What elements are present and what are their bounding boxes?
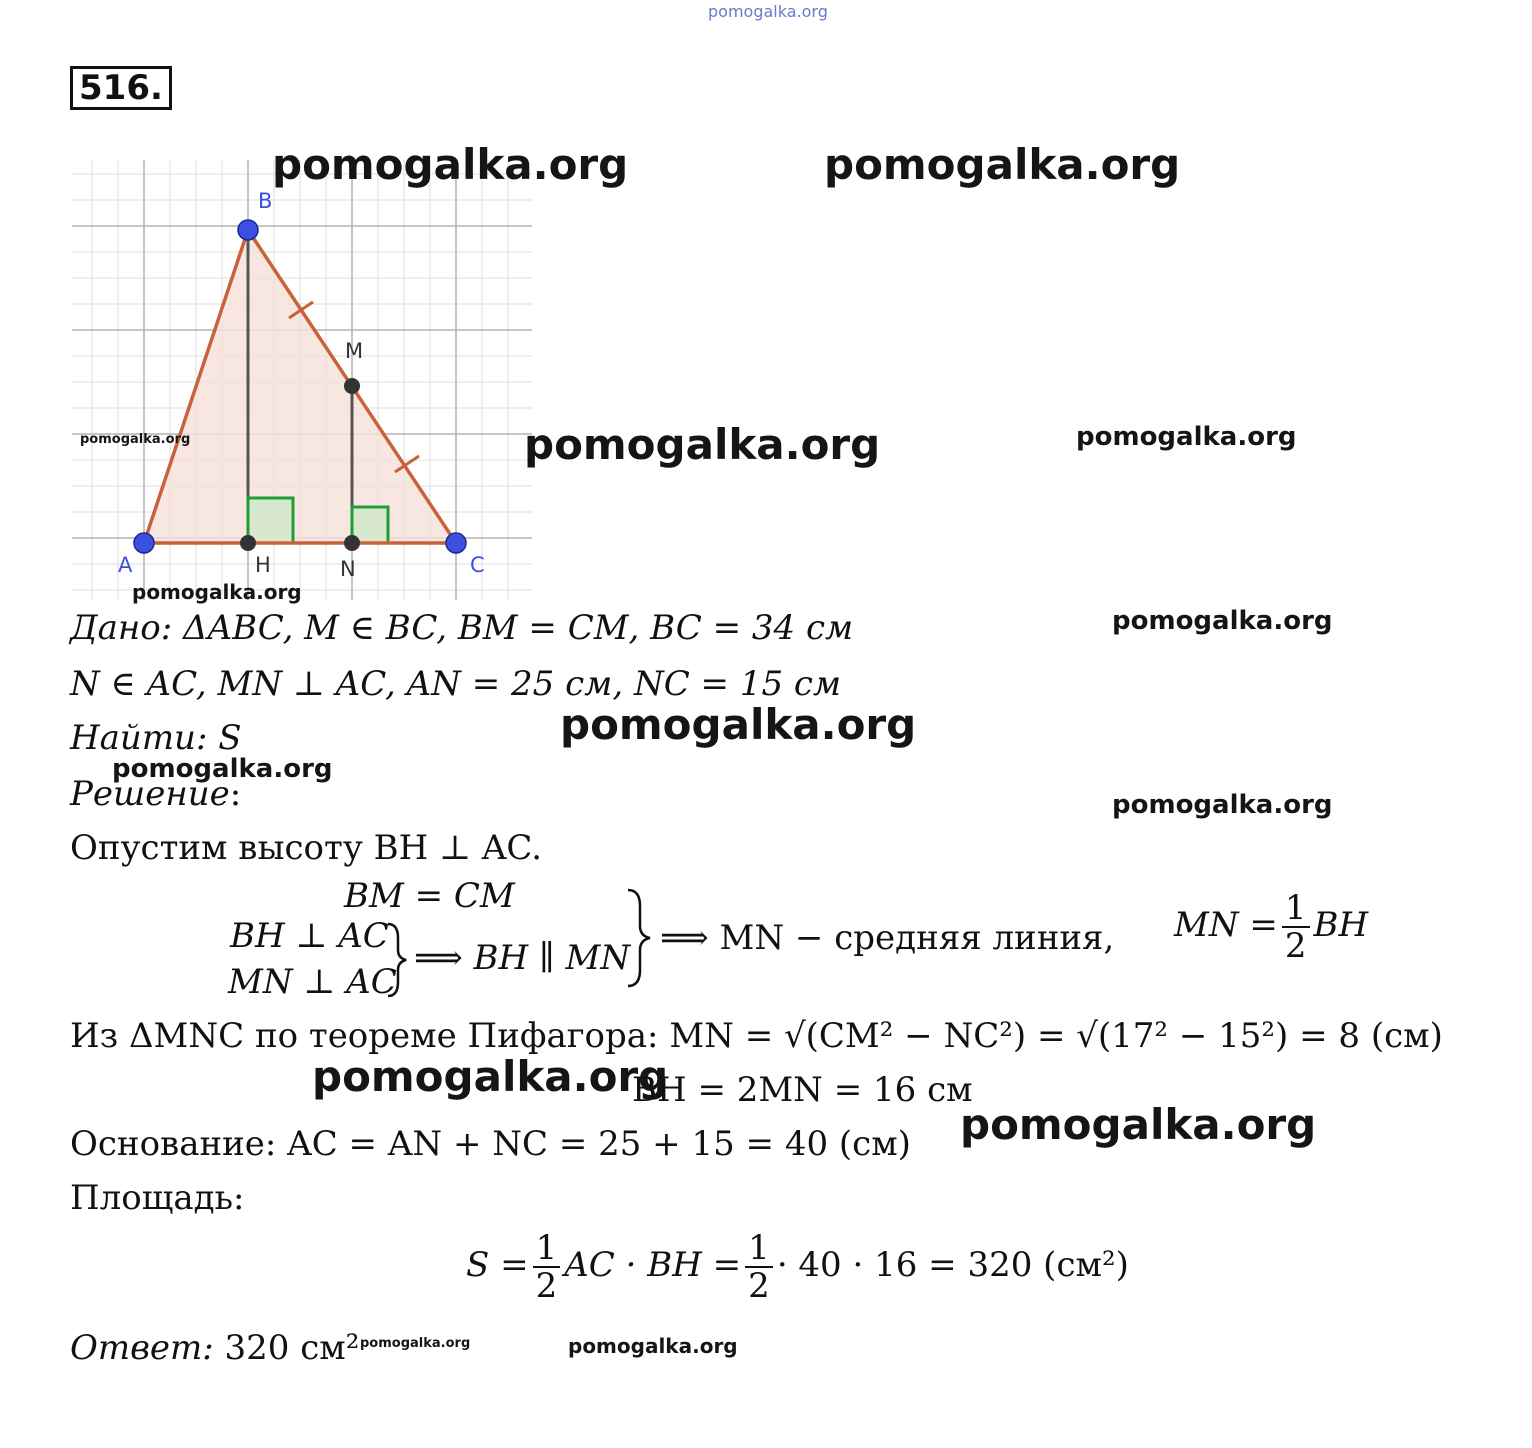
problem-number: 516.	[70, 66, 172, 110]
area-frac1-num: 1	[533, 1230, 561, 1268]
area-label: Площадь:	[70, 1178, 245, 1218]
half-denominator: 2	[1284, 926, 1307, 966]
label-N: N	[340, 557, 356, 581]
area-frac2-den: 2	[748, 1266, 770, 1306]
area-mid: AC · BH =	[564, 1245, 742, 1285]
point-N	[344, 535, 360, 551]
area-fraction-1	[533, 1230, 561, 1304]
answer-label: Ответ:	[70, 1328, 214, 1368]
watermark: pomogalka.org	[132, 580, 302, 604]
solution-label: Решение	[70, 774, 230, 814]
mn-equation	[1174, 890, 1368, 964]
area-formula	[466, 1230, 1129, 1304]
watermark-top: pomogalka.org	[708, 2, 828, 21]
area-s: S =	[466, 1245, 529, 1285]
watermark: pomogalka.org	[824, 140, 1181, 189]
watermark: pomogalka.org	[80, 432, 191, 447]
half-fraction	[1282, 890, 1310, 964]
watermark: pomogalka.org	[112, 754, 333, 784]
watermark: pomogalka.org	[1112, 606, 1333, 636]
answer-line	[70, 1328, 359, 1368]
watermark: pomogalka.org	[960, 1100, 1317, 1149]
label-M: M	[345, 339, 364, 363]
area-end: · 40 · 16 = 320 (см²)	[776, 1245, 1129, 1285]
triangle-figure	[72, 160, 532, 600]
watermark: pomogalka.org	[524, 420, 881, 469]
bh-line: BH = 2MN = 16 см	[632, 1070, 973, 1110]
answer-value: 320 см²	[224, 1328, 360, 1368]
vertex-A	[134, 533, 154, 553]
half-numerator: 1	[1282, 890, 1310, 928]
system-a: BH ⊥ AC	[230, 916, 389, 956]
mn-rhs: BH	[1313, 905, 1369, 945]
watermark: pomogalka.org	[1112, 790, 1333, 820]
watermark: pomogalka.org	[272, 140, 629, 189]
find-label: Найти	[70, 718, 196, 758]
base-line: Основание: AC = AN + NC = 25 + 15 = 40 (см)	[70, 1124, 911, 1164]
solution-step-1: Опустим высоту BH ⊥ AC.	[70, 828, 543, 868]
inner-brace	[384, 920, 408, 1000]
implies-parallel: ⟹ BH ∥ MN	[414, 938, 631, 978]
mn-lhs: MN =	[1174, 905, 1278, 945]
label-C: C	[470, 553, 485, 577]
area-frac2-num: 1	[745, 1230, 773, 1268]
label-H: H	[255, 553, 271, 577]
point-H	[240, 535, 256, 551]
given-text-1: : ΔABC, M ∈ BC, BM = CM, BC = 34 см	[160, 608, 854, 648]
solution-heading	[70, 774, 241, 814]
watermark: pomogalka.org	[560, 700, 917, 749]
given-line-2: N ∈ AC, MN ⊥ AC, AN = 25 см, NC = 15 см	[70, 664, 842, 704]
system-top: BM = CM	[344, 876, 515, 916]
vertex-B	[238, 220, 258, 240]
right-angle-H	[248, 498, 293, 543]
area-fraction-2	[745, 1230, 773, 1304]
implies-midline: ⟹ MN − средняя линия,	[660, 918, 1115, 958]
system-b: MN ⊥ AC	[228, 962, 397, 1002]
outer-brace	[622, 886, 652, 990]
point-M	[344, 378, 360, 394]
find-value: : S	[195, 718, 242, 758]
area-frac1-den: 2	[535, 1266, 558, 1306]
watermark: pomogalka.org	[568, 1334, 738, 1358]
given-line-1	[70, 608, 853, 648]
label-A: A	[118, 553, 133, 577]
label-B: B	[258, 189, 273, 213]
watermark: pomogalka.org	[360, 1336, 471, 1351]
watermark: pomogalka.org	[1076, 422, 1297, 452]
given-label: Дано	[70, 608, 161, 648]
solution-colon: :	[229, 774, 242, 814]
vertex-C	[446, 533, 466, 553]
pythagoras-line: Из ΔMNC по теореме Пифагора: MN = √(CM² − NC²) = √(17² − 15²) = 8 (см)	[70, 1016, 1443, 1056]
find-line	[70, 718, 242, 758]
watermark: pomogalka.org	[312, 1052, 669, 1101]
